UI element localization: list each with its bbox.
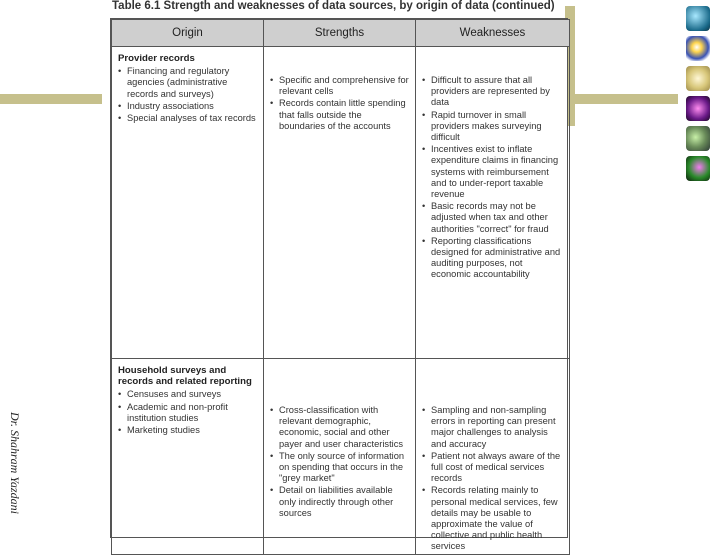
table-row xyxy=(112,359,570,555)
origin-list xyxy=(118,389,258,436)
origin-heading: Provider records xyxy=(118,53,195,64)
list-item: • Cross-classification with relevant demographic, economic, social and other payer and user characteristics xyxy=(270,405,410,450)
origin-cell xyxy=(112,47,264,359)
flower-icon xyxy=(686,156,710,181)
accent-bar-right xyxy=(568,94,678,104)
column-header-weaknesses: Weaknesses xyxy=(416,20,570,47)
list-item: • Basic records may not be adjusted when tax and other authorities "correct" for fraud xyxy=(422,201,564,235)
author-credit: Dr. Shahram Yazdani xyxy=(8,412,22,514)
origin-heading: Household surveys and records and related reporting xyxy=(118,365,252,388)
table-title: Table 6.1 Strength and weaknesses of data sources, by origin of data (continued) xyxy=(112,0,555,12)
list-item: • Academic and non-profit institution studies xyxy=(118,402,258,424)
data-sources-table xyxy=(110,18,568,552)
lizard-icon xyxy=(686,126,710,151)
list-item: • Rapid turnover in small providers makes surveying difficult xyxy=(422,110,564,144)
table-row xyxy=(112,47,570,359)
weaknesses-cell xyxy=(416,47,570,359)
globe-icon xyxy=(686,6,710,31)
list-item: • Records relating mainly to personal medical services, few details may be usable to approximate the value of collective and public health services xyxy=(422,485,564,552)
list-item: • Censuses and surveys xyxy=(118,389,258,400)
list-item: • Reporting classifications designed for administrative and auditing purposes, not economic accountability xyxy=(422,236,564,281)
column-header-strengths: Strengths xyxy=(264,20,416,47)
list-item: • Marketing studies xyxy=(118,425,258,436)
strengths-list xyxy=(270,75,410,132)
weaknesses-list xyxy=(422,75,564,281)
list-item: • Patient not always aware of the full cost of medical services records xyxy=(422,451,564,485)
origin-cell xyxy=(112,359,264,555)
accent-bar-left xyxy=(0,94,102,104)
nebula-icon xyxy=(686,96,710,121)
swirl-icon xyxy=(686,36,710,61)
shell-icon xyxy=(686,66,710,91)
list-item: • Incentives exist to inflate expenditure claims in financing systems with reimbursement and to under-report taxable revenue xyxy=(422,144,564,200)
list-item: • Sampling and non-sampling errors in reporting can present major challenges to analysis and accuracy xyxy=(422,405,564,450)
strengths-list xyxy=(270,405,410,519)
strengths-cell xyxy=(264,47,416,359)
weaknesses-cell xyxy=(416,359,570,555)
list-item: • Financing and regulatory agencies (administrative records and surveys) xyxy=(118,66,258,100)
column-header-origin: Origin xyxy=(112,20,264,47)
list-item: • Detail on liabilities available only indirectly through other sources xyxy=(270,485,410,519)
list-item: • Industry associations xyxy=(118,101,258,112)
list-item: • Difficult to assure that all providers are represented by data xyxy=(422,75,564,109)
origin-list xyxy=(118,66,258,124)
list-item: • Records contain little spending that falls outside the boundaries of the accounts xyxy=(270,98,410,132)
weaknesses-list xyxy=(422,405,564,553)
list-item: • The only source of information on spending that occurs in the "grey market" xyxy=(270,451,410,485)
list-item: • Special analyses of tax records xyxy=(118,113,258,124)
strengths-cell xyxy=(264,359,416,555)
list-item: • Specific and comprehensive for relevant cells xyxy=(270,75,410,97)
